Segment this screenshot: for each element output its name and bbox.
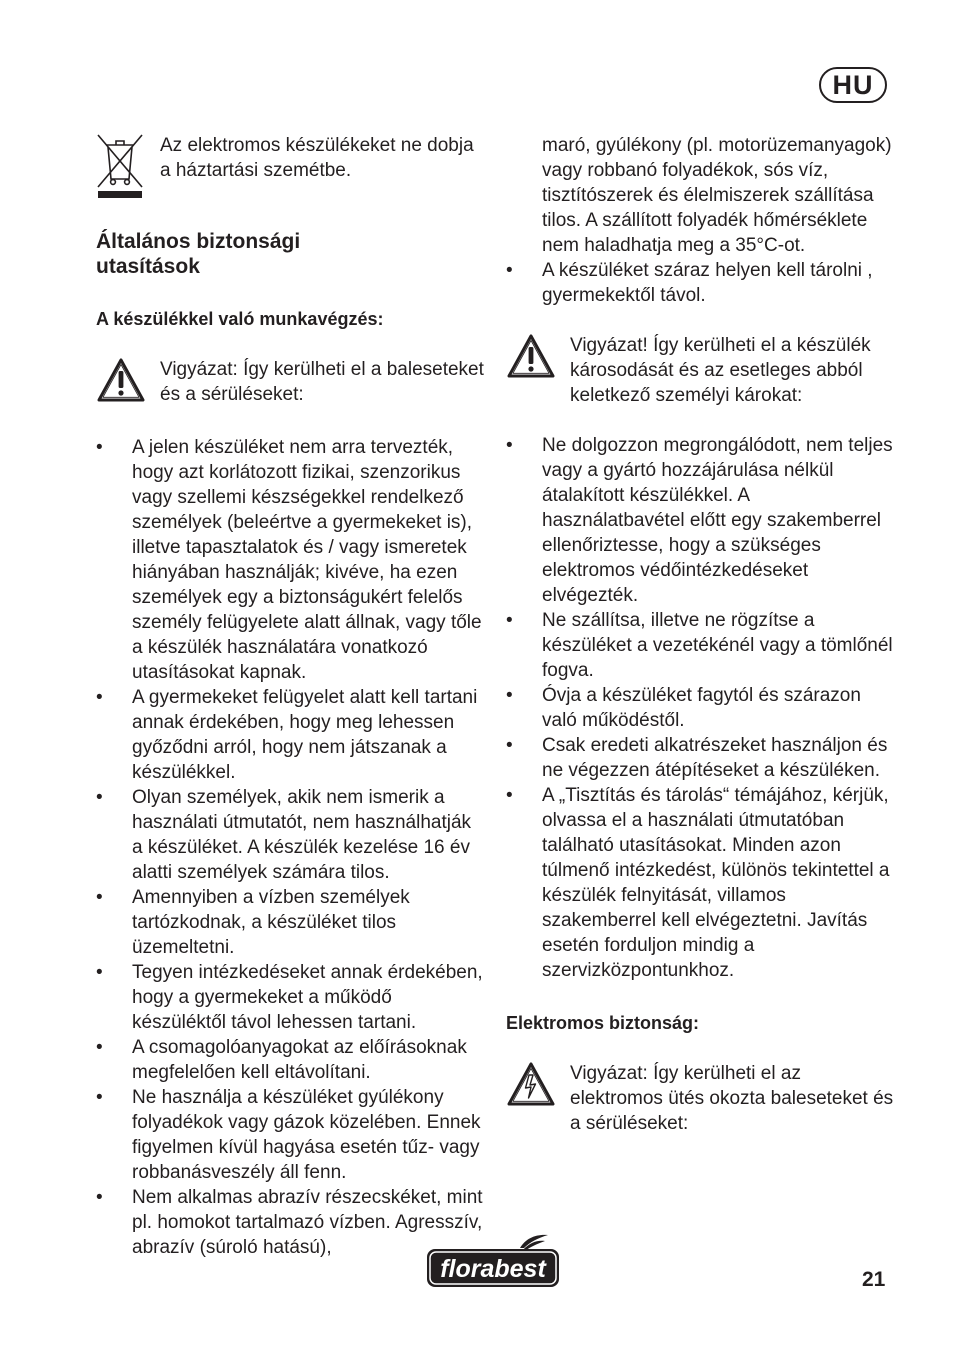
work-subheading: A készülékkel való munkavégzés: (96, 309, 384, 329)
damage-warning (506, 333, 896, 408)
list-item: • Olyan személyek, akik nem ismerik a használati útmutatót, nem használhatják a készüléket. A készülék kezelése 16 év alatti személyek számára tilos. (96, 785, 486, 885)
right-column (506, 133, 896, 1136)
electric-warning (506, 1061, 896, 1136)
section-heading-line2: utasítások (96, 255, 200, 278)
crossed-bin-icon (96, 133, 144, 199)
storage-list (506, 258, 896, 308)
damage-warning-text: Vigyázat! Így kerülheti el a készülék károsodását és az esetleges abból keletkező személyi károkat: (570, 335, 871, 406)
accident-warning (96, 357, 486, 410)
list-item: • A gyermekeket felügyelet alatt kell tartani annak érdekében, hogy meg lehessen győződni arról, hogy nem játszanak a készülékkel. (96, 685, 486, 785)
electric-hazard-icon (506, 1061, 556, 1107)
list-item: • Óvja a készüléket fagytól és szárazon való működéstől. (506, 683, 896, 733)
list-item: • A „Tisztítás és tárolás“ témájához, kérjük, olvassa el a használati útmutatóban található utasításokat. Minden azon túlmenő intézkedést, különös tekintettel a készülék felnyitását, villamos szakemberrel kell elvégeztetni. Javítás esetén forduljon mindig a szervizközpontunkhoz. (506, 783, 896, 983)
weee-text: Az elektromos készülékeket ne dobja a háztartási szemétbe. (160, 135, 474, 181)
page-number: 21 (862, 1268, 886, 1291)
section-heading-line1: Általános biztonsági (96, 230, 301, 253)
accident-warning-text: Vigyázat: Így kerülheti el a baleseteket és a sérüléseket: (160, 359, 484, 405)
list-item: • Amennyiben a vízben személyek tartózkodnak, a készüléket tilos üzemeltetni. (96, 885, 486, 960)
list-item: • Ne használja a készüléket gyúlékony folyadékok vagy gázok közelében. Ennek figyelmen kívül hagyása esetén tűz- vagy robbanásveszély áll fenn. (96, 1085, 486, 1185)
device-list (506, 433, 896, 983)
electric-subheading: Elektromos biztonság: (506, 1013, 700, 1033)
section-heading (96, 229, 486, 279)
safety-list (96, 435, 486, 1260)
logo-text: florabest (440, 1255, 546, 1283)
warning-triangle-icon (96, 357, 146, 403)
list-item: • A készüléket száraz helyen kell tárolni , gyermekektől távol. (506, 258, 896, 308)
list-item: • Nem alkalmas abrazív részecskéket, mint pl. homokot tartalmazó vízben. Agresszív, abrazív (súroló hatású), (96, 1185, 486, 1260)
florabest-logo (424, 1232, 562, 1290)
left-column (96, 133, 486, 1260)
continuation-text: maró, gyúlékony (pl. motorüzemanyagok) vagy robbanó folyadékok, sós víz, tisztítószerek és élelmiszerek szállítása tilos. A szállított folyadék hőmérséklete nem haladhatja meg a 35°C-ot. (542, 135, 892, 256)
warning-triangle-icon (506, 333, 556, 379)
language-badge: HU (819, 67, 887, 103)
list-item: • Ne dolgozzon megrongálódott, nem teljes vagy a gyártó hozzájárulása nélkül átalakított készülékkel. A használatbavétel előtt egy szakemberrel ellenőriztesse, hogy a szükséges elektromos védőintézkedéseket elvégezték. (506, 433, 896, 608)
list-item: • Tegyen intézkedéseket annak érdekében, hogy a gyermekeket a működő készüléktől távol lehessen tartani. (96, 960, 486, 1035)
electric-warning-text: Vigyázat: Így kerülheti el az elektromos ütés okozta baleseteket és a sérüléseket: (570, 1063, 894, 1134)
list-item: • Ne szállítsa, illetve ne rögzítse a készüléket a vezetékénél vagy a tömlőnél fogva. (506, 608, 896, 683)
list-item: • Csak eredeti alkatrészeket használjon és ne végezzen átépítéseket a készüléken. (506, 733, 896, 783)
list-item: • A jelen készüléket nem arra tervezték, hogy azt korlátozott fizikai, szenzorikus vagy szellemi készségekkel rendelkező személyek (beleértve a gyermekeket is), illetve tapasztalatok és / vagy ismeretek hiányában használják; kivéve, ha ezen személyek egy a biztonságukért felelős személy felügyelete alatt állnak, vagy tőle a készülék használatára vonatkozó utasításokat kapnak. (96, 435, 486, 685)
weee-notice (96, 133, 486, 206)
list-item: • A csomagolóanyagokat az előírásoknak megfelelően kell eltávolítani. (96, 1035, 486, 1085)
